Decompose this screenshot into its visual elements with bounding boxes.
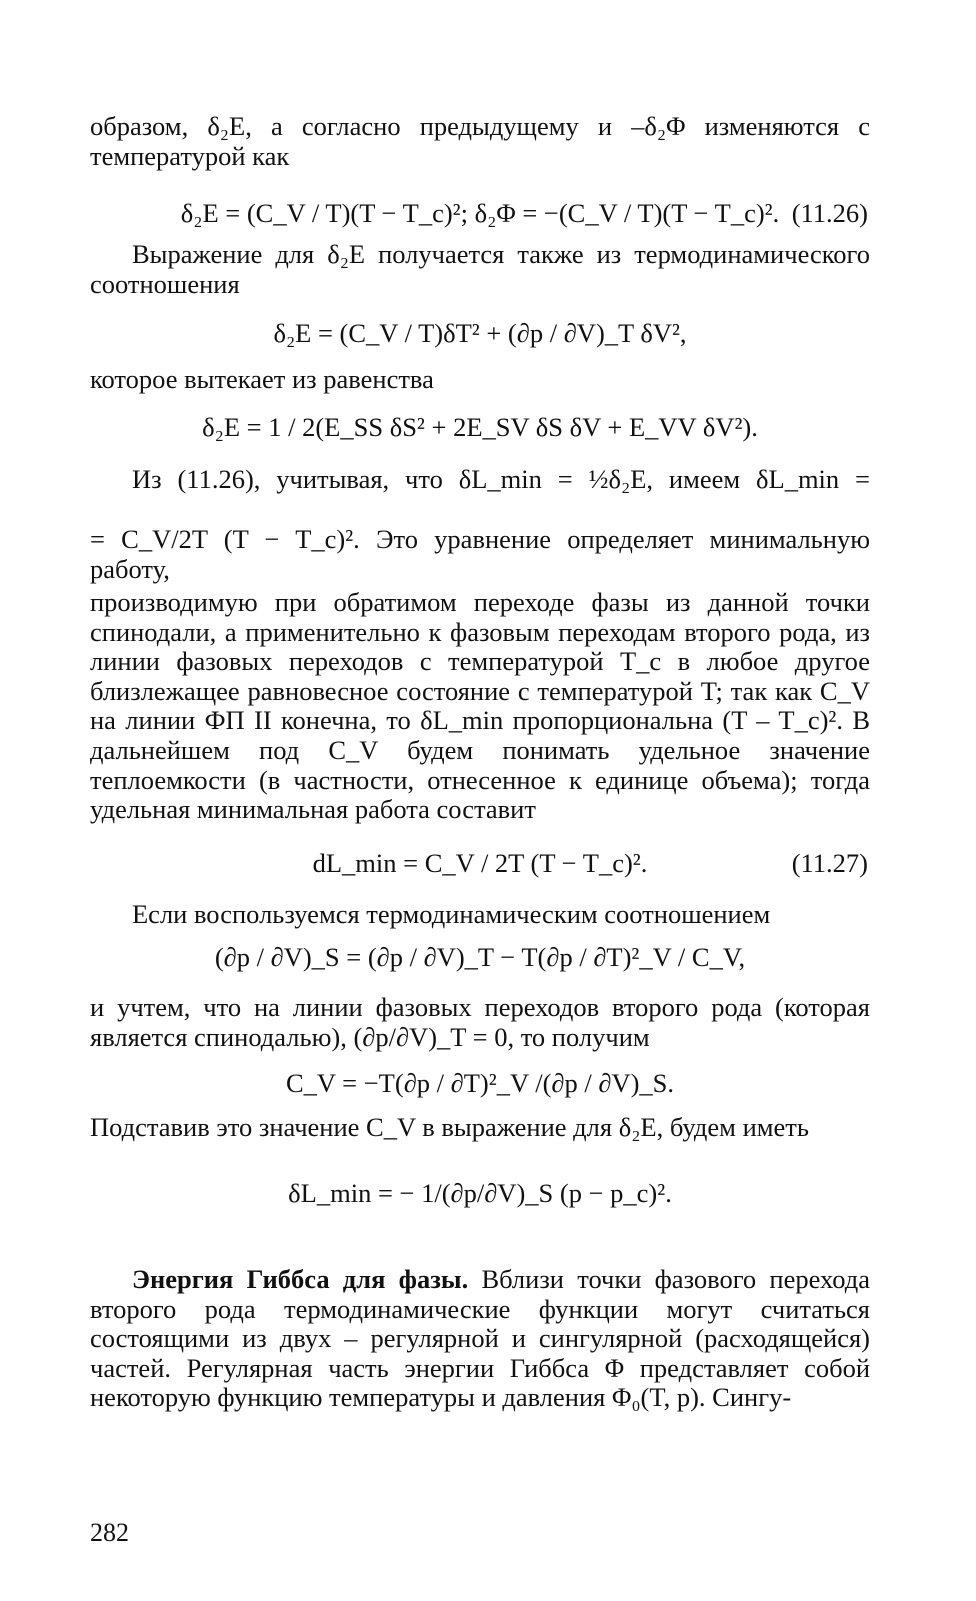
gibbs-text: Вблизи точки фазового перехода второго рода термодинамические функции могут считаться состоящими из двух – регулярной и сингулярной (расходящейся) частей. Регулярная часть энергии Гиббса Φ представляет собой некоторую функцию температуры и давления Φ₀(T, p). Сингу- — [90, 1264, 870, 1413]
equation-relation: (∂p / ∂V)_S = (∂p / ∂V)_T − T(∂p / ∂T)²_V / C_V, — [214, 942, 746, 972]
if-paragraph: Если воспользуемся термодинамическим соотношением — [132, 899, 771, 929]
equation-final: δL_min = − 1/(∂p/∂V)_S (p − p_c)². — [288, 1178, 672, 1208]
take-paragraph: и учтем, что на линии фазовых переходов второго рода (которая является спинодалью), (∂p/∂V)_T = 0, то получим — [90, 992, 870, 1052]
main-paragraph: производимую при обратимом переходе фазы из данной точки спинодали, а применительно к фазовым переходам второго рода, из линии фазовых переходов с температурой T_c в любое другое близлежащее равновесное состояние с температурой T; так как C_V на линии ФП II конечна, то δL_min пропорциональна (T – T_c)². В дальнейшем под C_V будем понимать удельное значение теплоемкости (в частности, отнесенное к единице объема); тогда удельная минимальная работа составит — [90, 587, 870, 825]
gibbs-paragraph — [90, 1265, 870, 1413]
equation-11-27: dL_min = C_V / 2T (T − T_c)². — [312, 848, 648, 878]
equation-thermodynamic: δ₂E = (C_V / T)δT² + (∂p / ∂V)_T δV², — [273, 318, 687, 348]
follows-paragraph: которое вытекает из равенства — [90, 364, 434, 394]
from-paragraph-line1: Из (11.26), учитывая, что δL_min = ½δ₂E, имеем δL_min = — [132, 464, 870, 494]
from-paragraph-line2: = C_V/2T (T − T_c)². Это уравнение определяет минимальную работу, — [90, 524, 870, 584]
equation-number-11-26: (11.26) — [791, 198, 868, 228]
page-number: 282 — [90, 1518, 129, 1547]
equation-11-26: δ₂E = (C_V / T)(T − T_c)²; δ₂Φ = −(C_V / T)(T − T_c)². — [180, 198, 780, 228]
equation-equality: δ₂E = 1 / 2(E_SS δS² + 2E_SV δS δV + E_VV δV²). — [202, 412, 758, 442]
substitute-paragraph: Подставив это значение C_V в выражение для δ₂E, будем иметь — [90, 1112, 809, 1142]
equation-cv: C_V = −T(∂p / ∂T)²_V /(∂p / ∂V)_S. — [285, 1068, 675, 1098]
expression-paragraph: Выражение для δ₂E получается также из термодинамического соотношения — [90, 239, 870, 299]
gibbs-heading: Энергия Гиббса для фазы. — [132, 1264, 469, 1294]
intro-paragraph: образом, δ₂E, а согласно предыдущему и –δ₂Φ изменяются с температурой как — [90, 111, 870, 171]
equation-number-11-27: (11.27) — [791, 848, 868, 878]
